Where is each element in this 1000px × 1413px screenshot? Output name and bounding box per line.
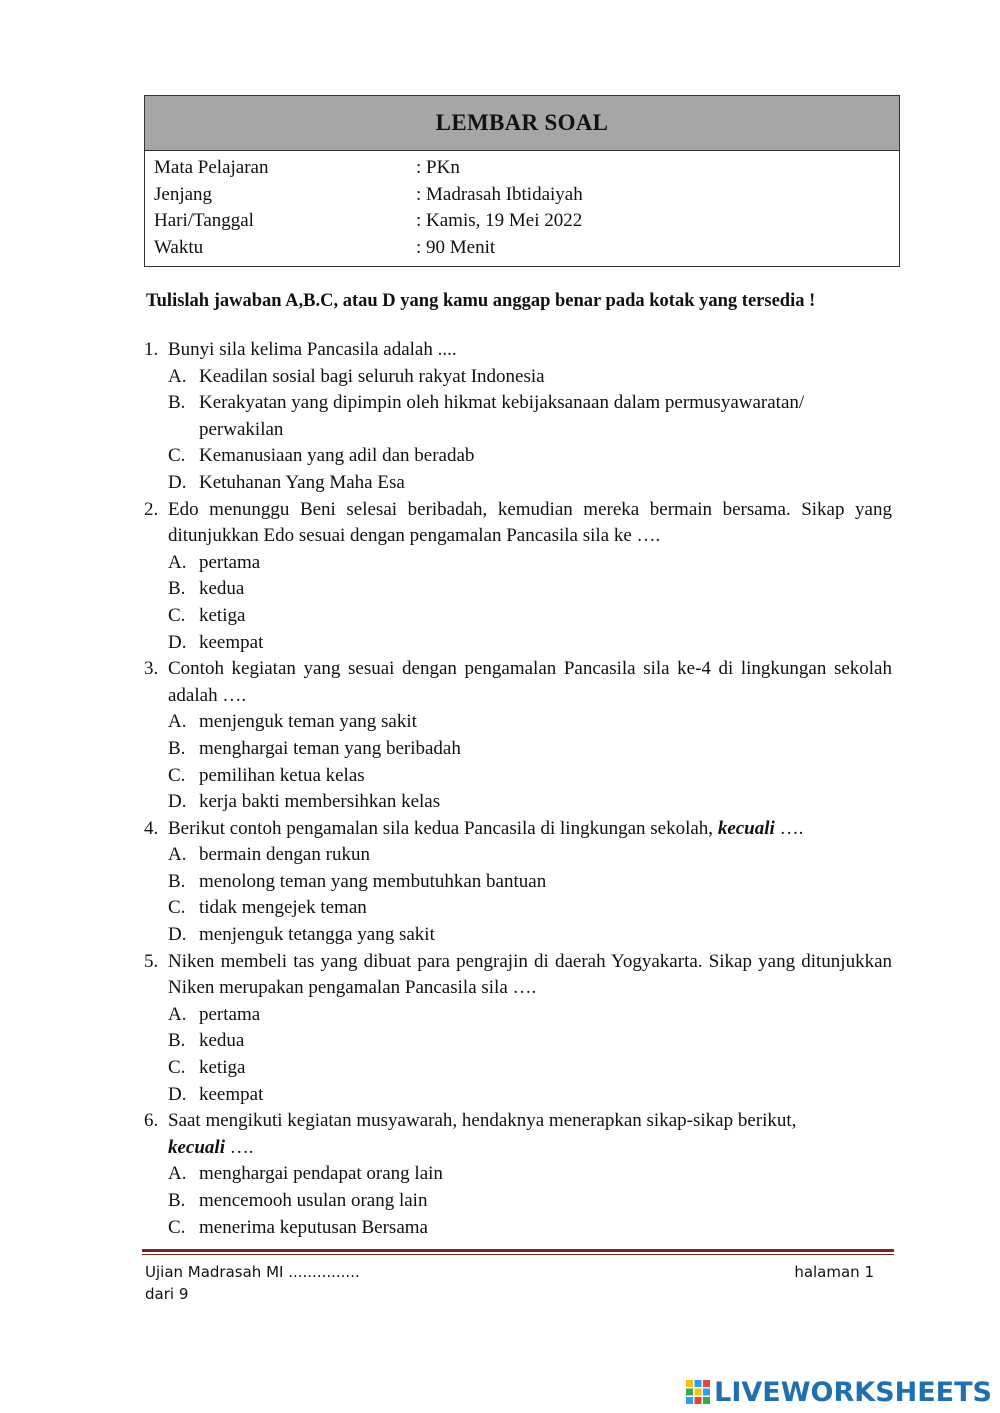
option-letter: D. [168, 1083, 187, 1105]
exam-header-box [144, 95, 900, 267]
option-3a[interactable] [0, 709, 1000, 736]
info-label: Hari/Tanggal [154, 210, 254, 231]
option-letter: B. [168, 1190, 186, 1211]
question-text: Edo menunggu Beni selesai beribadah, kemudian mereka bermain bersama. Sikap yang ditunjukkan Edo sesuai dengan pengamalan Pancasila sila ke …. [168, 498, 892, 547]
question-1 [0, 337, 1000, 364]
option-1b[interactable] [0, 390, 1000, 443]
option-text: menolong teman yang membutuhkan bantuan [199, 870, 547, 892]
option-4a[interactable] [0, 842, 1000, 869]
option-1a[interactable] [0, 364, 1000, 391]
question-text-main: Saat mengikuti kegiatan musyawarah, hendaknya menerapkan sikap-sikap berikut, [168, 1110, 797, 1132]
question-number: 2. [144, 498, 159, 520]
question-number: 6. [144, 1110, 159, 1132]
question-2 [0, 497, 1000, 550]
footer-exam-name: Ujian Madrasah MI ............... [145, 1263, 360, 1281]
option-3d[interactable] [0, 789, 1000, 816]
option-letter: A. [168, 1163, 187, 1185]
option-text: mencemooh usulan orang lain [199, 1190, 428, 1211]
option-4c[interactable] [0, 895, 1000, 922]
info-value: : 90 Menit [416, 236, 496, 258]
option-text: pertama [199, 551, 261, 573]
option-2d[interactable] [0, 630, 1000, 657]
question-number: 1. [144, 339, 159, 360]
option-text: ketiga [199, 604, 246, 626]
info-row-level [145, 182, 899, 209]
option-text: pertama [199, 1003, 261, 1025]
option-text: Kerakyatan yang dipimpin oleh hikmat kebijaksanaan dalam permusyawaratan/ perwakilan [199, 392, 805, 440]
option-letter: A. [168, 844, 187, 866]
question-list [0, 337, 1000, 1241]
option-letter: B. [168, 870, 186, 892]
option-letter: B. [168, 737, 186, 759]
option-text: kerja bakti membersihkan kelas [199, 791, 441, 813]
option-1c[interactable] [0, 443, 1000, 470]
info-label: Jenjang [154, 183, 213, 205]
option-5b[interactable] [0, 1028, 1000, 1055]
info-label: Waktu [154, 236, 204, 258]
footer-exam-info [145, 1261, 360, 1305]
option-text: Kemanusiaan yang adil dan beradab [199, 445, 475, 467]
option-5d[interactable] [0, 1082, 1000, 1109]
option-text: menjenguk teman yang sakit [199, 711, 417, 733]
option-5a[interactable] [0, 1002, 1000, 1029]
option-2a[interactable] [0, 550, 1000, 577]
question-number: 5. [144, 950, 159, 972]
option-text: tidak mengejek teman [199, 897, 367, 919]
option-1d[interactable] [0, 470, 1000, 497]
question-text [168, 816, 892, 843]
question-number: 4. [144, 817, 159, 839]
exam-info [145, 151, 899, 261]
option-4b[interactable] [0, 869, 1000, 896]
option-2b[interactable] [0, 576, 1000, 603]
option-letter: C. [168, 764, 186, 786]
option-text: ketiga [199, 1057, 246, 1079]
info-value: : Madrasah Ibtidaiyah [416, 183, 583, 205]
option-3b[interactable] [0, 736, 1000, 763]
option-6c[interactable] [0, 1215, 1000, 1242]
option-text: kedua [199, 1030, 245, 1052]
option-letter: D. [168, 631, 187, 653]
option-6a[interactable] [0, 1161, 1000, 1188]
option-text: Ketuhanan Yang Maha Esa [199, 471, 405, 493]
question-4 [0, 816, 1000, 843]
question-5 [0, 949, 1000, 1002]
option-letter: D. [168, 924, 187, 946]
question-3 [0, 656, 1000, 709]
liveworksheets-wordmark: LIVEWORKSHEETS [714, 1376, 992, 1408]
option-text: menerima keputusan Bersama [199, 1216, 428, 1238]
info-row-subject [145, 155, 899, 182]
question-text-end: …. [774, 817, 804, 839]
option-letter: C. [168, 1216, 186, 1238]
option-text: kedua [199, 578, 245, 600]
option-text: menjenguk tetangga yang sakit [199, 924, 435, 946]
sheet-title: LEMBAR SOAL [145, 96, 899, 151]
question-text-main: Berikut contoh pengamalan sila kedua Pancasila di lingkungan sekolah, [168, 817, 718, 839]
option-letter: C. [168, 445, 186, 467]
info-row-date [145, 208, 899, 235]
option-letter: D. [168, 791, 187, 813]
option-letter: C. [168, 897, 186, 919]
option-4d[interactable] [0, 922, 1000, 949]
question-text: Contoh kegiatan yang sesuai dengan pengamalan Pancasila sila ke-4 di lingkungan sekolah adalah …. [168, 658, 892, 706]
question-number: 3. [144, 658, 159, 680]
question-text: Bunyi sila kelima Pancasila adalah .... [168, 339, 457, 360]
option-letter: A. [168, 551, 187, 573]
question-6 [0, 1108, 1000, 1161]
emphasis-kecuali: kecuali [168, 1136, 225, 1158]
liveworksheets-logo-icon [685, 1379, 711, 1405]
option-letter: B. [168, 578, 186, 600]
option-letter: C. [168, 1057, 186, 1079]
option-text: menghargai teman yang beribadah [199, 737, 461, 759]
option-letter: B. [168, 392, 186, 414]
question-text-end: …. [225, 1136, 254, 1158]
option-text: menghargai pendapat orang lain [199, 1163, 443, 1185]
info-label: Mata Pelajaran [154, 157, 269, 178]
option-text: keempat [199, 631, 264, 653]
option-text: keempat [199, 1083, 264, 1105]
option-6b[interactable] [0, 1188, 1000, 1215]
info-value: : PKn [416, 157, 460, 178]
instruction-text: Tulislah jawaban A,B.C, atau D yang kamu anggap benar pada kotak yang tersedia ! [146, 291, 816, 311]
liveworksheets-watermark[interactable] [685, 1377, 992, 1407]
footer-page-total: dari 9 [145, 1285, 189, 1303]
option-letter: A. [168, 711, 187, 733]
footer-divider-thick [142, 1249, 894, 1252]
option-text: Keadilan sosial bagi seluruh rakyat Indonesia [199, 365, 545, 387]
option-3c[interactable] [0, 763, 1000, 790]
option-letter: A. [168, 365, 187, 387]
info-row-duration [145, 235, 899, 262]
question-text: Niken membeli tas yang dibuat para pengrajin di daerah Yogyakarta. Sikap yang ditunjukkan Niken merupakan pengamalan Pancasila sila …. [168, 950, 892, 999]
info-value: : Kamis, 19 Mei 2022 [416, 210, 583, 231]
option-text: bermain dengan rukun [199, 844, 370, 866]
option-letter: A. [168, 1003, 187, 1025]
footer-page-number: halaman 1 [794, 1263, 874, 1281]
option-letter: B. [168, 1030, 186, 1052]
emphasis-kecuali: kecuali [717, 817, 775, 839]
footer-divider-thin [142, 1254, 894, 1255]
option-text: pemilihan ketua kelas [199, 764, 365, 786]
option-5c[interactable] [0, 1055, 1000, 1082]
question-text [168, 1108, 892, 1161]
option-letter: C. [168, 604, 186, 626]
option-2c[interactable] [0, 603, 1000, 630]
option-letter: D. [168, 471, 187, 493]
